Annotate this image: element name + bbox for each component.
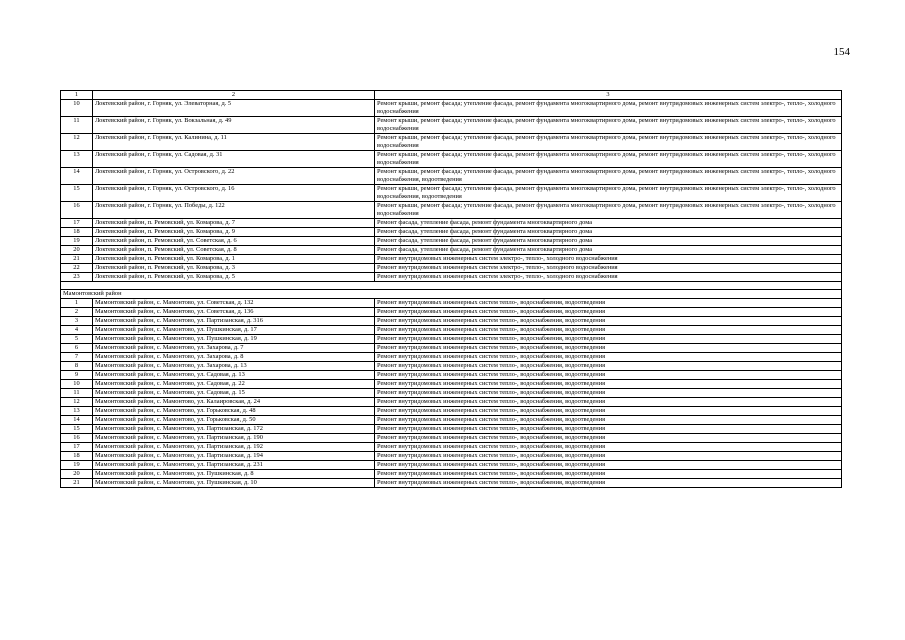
row-work-type: Ремонт внутридомовых инженерных систем тепло-, водоснабжения, водоотведения — [375, 434, 842, 443]
row-number: 3 — [61, 317, 93, 326]
row-number: 23 — [61, 273, 93, 282]
row-work-type: Ремонт крыши, ремонт фасада; утепление фасада, ремонт фундамента многоквартирного дома, ремонт внутридомовых инженерных систем электро-, тепло-, холодного водоснабжения — [375, 202, 842, 219]
row-work-type: Ремонт внутридомовых инженерных систем тепло-, водоснабжения, водоотведения — [375, 461, 842, 470]
row-address: Мамонтовский район, с. Мамонтово, ул. Садовая, д. 22 — [93, 380, 375, 389]
row-address: Мамонтовский район, с. Мамонтово, ул. Партизанская, д. 172 — [93, 425, 375, 434]
row-address: Локтевский район, п. Ремовский, ул. Советская, д. 6 — [93, 237, 375, 246]
row-work-type: Ремонт внутридомовых инженерных систем тепло-, водоснабжения, водоотведения — [375, 353, 842, 362]
row-work-type: Ремонт внутридомовых инженерных систем тепло-, водоснабжения, водоотведения — [375, 443, 842, 452]
row-work-type: Ремонт внутридомовых инженерных систем тепло-, водоснабжения, водоотведения — [375, 407, 842, 416]
table-row — [61, 168, 842, 185]
table-row — [61, 237, 842, 246]
row-work-type: Ремонт внутридомовых инженерных систем тепло-, водоснабжения, водоотведения — [375, 470, 842, 479]
table-row — [61, 362, 842, 371]
table-row — [61, 117, 842, 134]
row-work-type: Ремонт внутридомовых инженерных систем электро-, тепло-, холодного водоснабжения — [375, 273, 842, 282]
row-address: Локтевский район, г. Горняк, ул. Садовая, д. 31 — [93, 151, 375, 168]
table-row — [61, 479, 842, 488]
row-address: Мамонтовский район, с. Мамонтово, ул. Садовая, д. 13 — [93, 371, 375, 380]
row-work-type: Ремонт внутридомовых инженерных систем тепло-, водоснабжения, водоотведения — [375, 479, 842, 488]
table-row — [61, 470, 842, 479]
row-work-type: Ремонт фасада, утепление фасада, ремонт фундамента многоквартирного дома — [375, 237, 842, 246]
row-work-type: Ремонт внутридомовых инженерных систем тепло-, водоснабжения, водоотведения — [375, 371, 842, 380]
row-address: Мамонтовский район, с. Мамонтово, ул. Захарова, д. 7 — [93, 344, 375, 353]
row-address: Локтевский район, г. Горняк, ул. Островского, д. 22 — [93, 168, 375, 185]
table-row — [61, 273, 842, 282]
spacer-cell — [61, 282, 842, 290]
table-row — [61, 452, 842, 461]
row-work-type: Ремонт внутридомовых инженерных систем тепло-, водоснабжения, водоотведения — [375, 425, 842, 434]
row-work-type: Ремонт крыши, ремонт фасада; утепление фасада, ремонт фундамента многоквартирного дома, ремонт внутридомовых инженерных систем электро-, тепло-, холодного водоснабжения — [375, 100, 842, 117]
row-work-type: Ремонт внутридомовых инженерных систем тепло-, водоснабжения, водоотведения — [375, 317, 842, 326]
row-work-type: Ремонт крыши, ремонт фасада; утепление фасада, ремонт фундамента многоквартирного дома, ремонт внутридомовых инженерных систем электро-, тепло-, холодного водоснабжения, водоотведения — [375, 168, 842, 185]
page-number: 154 — [833, 46, 850, 58]
table-row — [61, 371, 842, 380]
row-address: Локтевский район, г. Горняк, ул. Вокзальная, д. 49 — [93, 117, 375, 134]
repair-table — [60, 90, 842, 488]
table-row — [61, 134, 842, 151]
row-address: Мамонтовский район, с. Мамонтово, ул. Советская, д. 136 — [93, 308, 375, 317]
row-number: 9 — [61, 371, 93, 380]
table-row — [61, 344, 842, 353]
column-number-3: 3 — [375, 91, 842, 100]
row-address: Мамонтовский район, с. Мамонтово, ул. Пушкинская, д. 17 — [93, 326, 375, 335]
row-number: 13 — [61, 407, 93, 416]
table-row — [61, 219, 842, 228]
table-row — [61, 380, 842, 389]
row-address: Мамонтовский район, с. Мамонтово, ул. Пушкинская, д. 19 — [93, 335, 375, 344]
row-work-type: Ремонт крыши, ремонт фасада; утепление фасада, ремонт фундамента многоквартирного дома, ремонт внутридомовых инженерных систем электро-, тепло-, холодного водоснабжения — [375, 151, 842, 168]
row-number: 18 — [61, 228, 93, 237]
row-address: Локтевский район, г. Горняк, ул. Калинина, д. 11 — [93, 134, 375, 151]
row-number: 2 — [61, 308, 93, 317]
row-number: 6 — [61, 344, 93, 353]
row-work-type: Ремонт внутридомовых инженерных систем тепло-, водоснабжения, водоотведения — [375, 299, 842, 308]
row-number: 20 — [61, 246, 93, 255]
column-number-2: 2 — [93, 91, 375, 100]
table-row — [61, 353, 842, 362]
spacer-row — [61, 282, 842, 290]
column-number-row — [61, 91, 842, 100]
column-number-1: 1 — [61, 91, 93, 100]
row-address: Локтевский район, п. Ремовский, ул. Комарова, д. 9 — [93, 228, 375, 237]
row-number: 11 — [61, 389, 93, 398]
row-number: 19 — [61, 237, 93, 246]
row-address: Мамонтовский район, с. Мамонтово, ул. Партизанская, д. 194 — [93, 452, 375, 461]
row-number: 14 — [61, 416, 93, 425]
row-work-type: Ремонт крыши, ремонт фасада; утепление фасада, ремонт фундамента многоквартирного дома, ремонт внутридомовых инженерных систем электро-, тепло-, холодного водоснабжения, водоотведения — [375, 185, 842, 202]
row-address: Локтевский район, п. Ремовский, ул. Комарова, д. 3 — [93, 264, 375, 273]
table-body — [61, 91, 842, 488]
table-row — [61, 461, 842, 470]
table-row — [61, 100, 842, 117]
table-row — [61, 299, 842, 308]
row-number: 16 — [61, 434, 93, 443]
row-address: Мамонтовский район, с. Мамонтово, ул. Пушкинская, д. 8 — [93, 470, 375, 479]
table-row — [61, 326, 842, 335]
table-row — [61, 416, 842, 425]
row-work-type: Ремонт внутридомовых инженерных систем тепло-, водоснабжения, водоотведения — [375, 380, 842, 389]
row-number: 5 — [61, 335, 93, 344]
table-row — [61, 398, 842, 407]
table-row — [61, 185, 842, 202]
row-number: 19 — [61, 461, 93, 470]
row-address: Мамонтовский район, с. Мамонтово, ул. Горьковская, д. 50 — [93, 416, 375, 425]
row-work-type: Ремонт внутридомовых инженерных систем тепло-, водоснабжения, водоотведения — [375, 452, 842, 461]
row-number: 14 — [61, 168, 93, 185]
row-work-type: Ремонт фасада, утепление фасада, ремонт фундамента многоквартирного дома — [375, 219, 842, 228]
row-address: Мамонтовский район, с. Мамонтово, ул. Пушкинская, д. 10 — [93, 479, 375, 488]
row-number: 18 — [61, 452, 93, 461]
row-number: 11 — [61, 117, 93, 134]
row-number: 8 — [61, 362, 93, 371]
row-address: Мамонтовский район, с. Мамонтово, ул. Партизанская, д. 231 — [93, 461, 375, 470]
row-address: Мамонтовский район, с. Мамонтово, ул. Партизанская, д. 316 — [93, 317, 375, 326]
row-address: Локтевский район, п. Ремовский, ул. Советская, д. 8 — [93, 246, 375, 255]
table-row — [61, 407, 842, 416]
table-row — [61, 443, 842, 452]
row-work-type: Ремонт внутридомовых инженерных систем тепло-, водоснабжения, водоотведения — [375, 398, 842, 407]
row-work-type: Ремонт внутридомовых инженерных систем тепло-, водоснабжения, водоотведения — [375, 344, 842, 353]
row-work-type: Ремонт крыши, ремонт фасада; утепление фасада, ремонт фундамента многоквартирного дома, ремонт внутридомовых инженерных систем электро-, тепло-, холодного водоснабжения — [375, 134, 842, 151]
row-number: 20 — [61, 470, 93, 479]
row-number: 17 — [61, 219, 93, 228]
row-work-type: Ремонт крыши, ремонт фасада; утепление фасада, ремонт фундамента многоквартирного дома, ремонт внутридомовых инженерных систем электро-, тепло-, холодного водоснабжения — [375, 117, 842, 134]
row-address: Локтевский район, г. Горняк, ул. Островского, д. 16 — [93, 185, 375, 202]
row-address: Мамонтовский район, с. Мамонтово, ул. Захарова, д. 8 — [93, 353, 375, 362]
row-number: 4 — [61, 326, 93, 335]
table-row — [61, 228, 842, 237]
row-number: 15 — [61, 185, 93, 202]
row-address: Локтевский район, п. Ремовский, ул. Комарова, д. 5 — [93, 273, 375, 282]
row-work-type: Ремонт внутридомовых инженерных систем тепло-, водоснабжения, водоотведения — [375, 335, 842, 344]
row-address: Мамонтовский район, с. Мамонтово, ул. Партизанская, д. 192 — [93, 443, 375, 452]
row-number: 16 — [61, 202, 93, 219]
row-address: Локтевский район, п. Ремовский, ул. Комарова, д. 1 — [93, 255, 375, 264]
row-work-type: Ремонт внутридомовых инженерных систем тепло-, водоснабжения, водоотведения — [375, 308, 842, 317]
row-address: Мамонтовский район, с. Мамонтово, ул. Советская, д. 132 — [93, 299, 375, 308]
table-row — [61, 246, 842, 255]
row-number: 21 — [61, 479, 93, 488]
table-row — [61, 255, 842, 264]
table-row — [61, 264, 842, 273]
row-number: 12 — [61, 398, 93, 407]
section-header-row — [61, 290, 842, 299]
row-work-type: Ремонт фасада, утепление фасада, ремонт фундамента многоквартирного дома — [375, 246, 842, 255]
row-work-type: Ремонт внутридомовых инженерных систем электро-, тепло-, холодного водоснабжения — [375, 264, 842, 273]
row-address: Мамонтовский район, с. Мамонтово, ул. Калаировская, д. 24 — [93, 398, 375, 407]
table-row — [61, 389, 842, 398]
section-title: Мамонтовский район — [61, 290, 842, 299]
table-row — [61, 425, 842, 434]
table-row — [61, 434, 842, 443]
row-number: 10 — [61, 100, 93, 117]
row-number: 7 — [61, 353, 93, 362]
row-number: 22 — [61, 264, 93, 273]
table-row — [61, 308, 842, 317]
row-work-type: Ремонт внутридомовых инженерных систем тепло-, водоснабжения, водоотведения — [375, 389, 842, 398]
row-address: Мамонтовский район, с. Мамонтово, ул. Садовая, д. 15 — [93, 389, 375, 398]
row-number: 12 — [61, 134, 93, 151]
row-number: 1 — [61, 299, 93, 308]
row-number: 13 — [61, 151, 93, 168]
row-number: 21 — [61, 255, 93, 264]
row-address: Мамонтовский район, с. Мамонтово, ул. Партизанская, д. 190 — [93, 434, 375, 443]
row-number: 17 — [61, 443, 93, 452]
row-number: 15 — [61, 425, 93, 434]
row-address: Локтевский район, г. Горняк, ул. Победы, д. 122 — [93, 202, 375, 219]
row-address: Локтевский район, г. Горняк, ул. Элеваторная, д. 5 — [93, 100, 375, 117]
table-row — [61, 317, 842, 326]
row-address: Мамонтовский район, с. Мамонтово, ул. Горьковская, д. 48 — [93, 407, 375, 416]
row-work-type: Ремонт внутридомовых инженерных систем тепло-, водоснабжения, водоотведения — [375, 416, 842, 425]
row-work-type: Ремонт внутридомовых инженерных систем тепло-, водоснабжения, водоотведения — [375, 326, 842, 335]
table-row — [61, 151, 842, 168]
table-row — [61, 335, 842, 344]
row-address: Мамонтовский район, с. Мамонтово, ул. Захарова, д. 13 — [93, 362, 375, 371]
row-work-type: Ремонт фасада, утепление фасада, ремонт фундамента многоквартирного дома — [375, 228, 842, 237]
row-work-type: Ремонт внутридомовых инженерных систем электро-, тепло-, холодного водоснабжения — [375, 255, 842, 264]
row-number: 10 — [61, 380, 93, 389]
table-row — [61, 202, 842, 219]
row-work-type: Ремонт внутридомовых инженерных систем тепло-, водоснабжения, водоотведения — [375, 362, 842, 371]
row-address: Локтевский район, п. Ремовский, ул. Комарова, д. 7 — [93, 219, 375, 228]
